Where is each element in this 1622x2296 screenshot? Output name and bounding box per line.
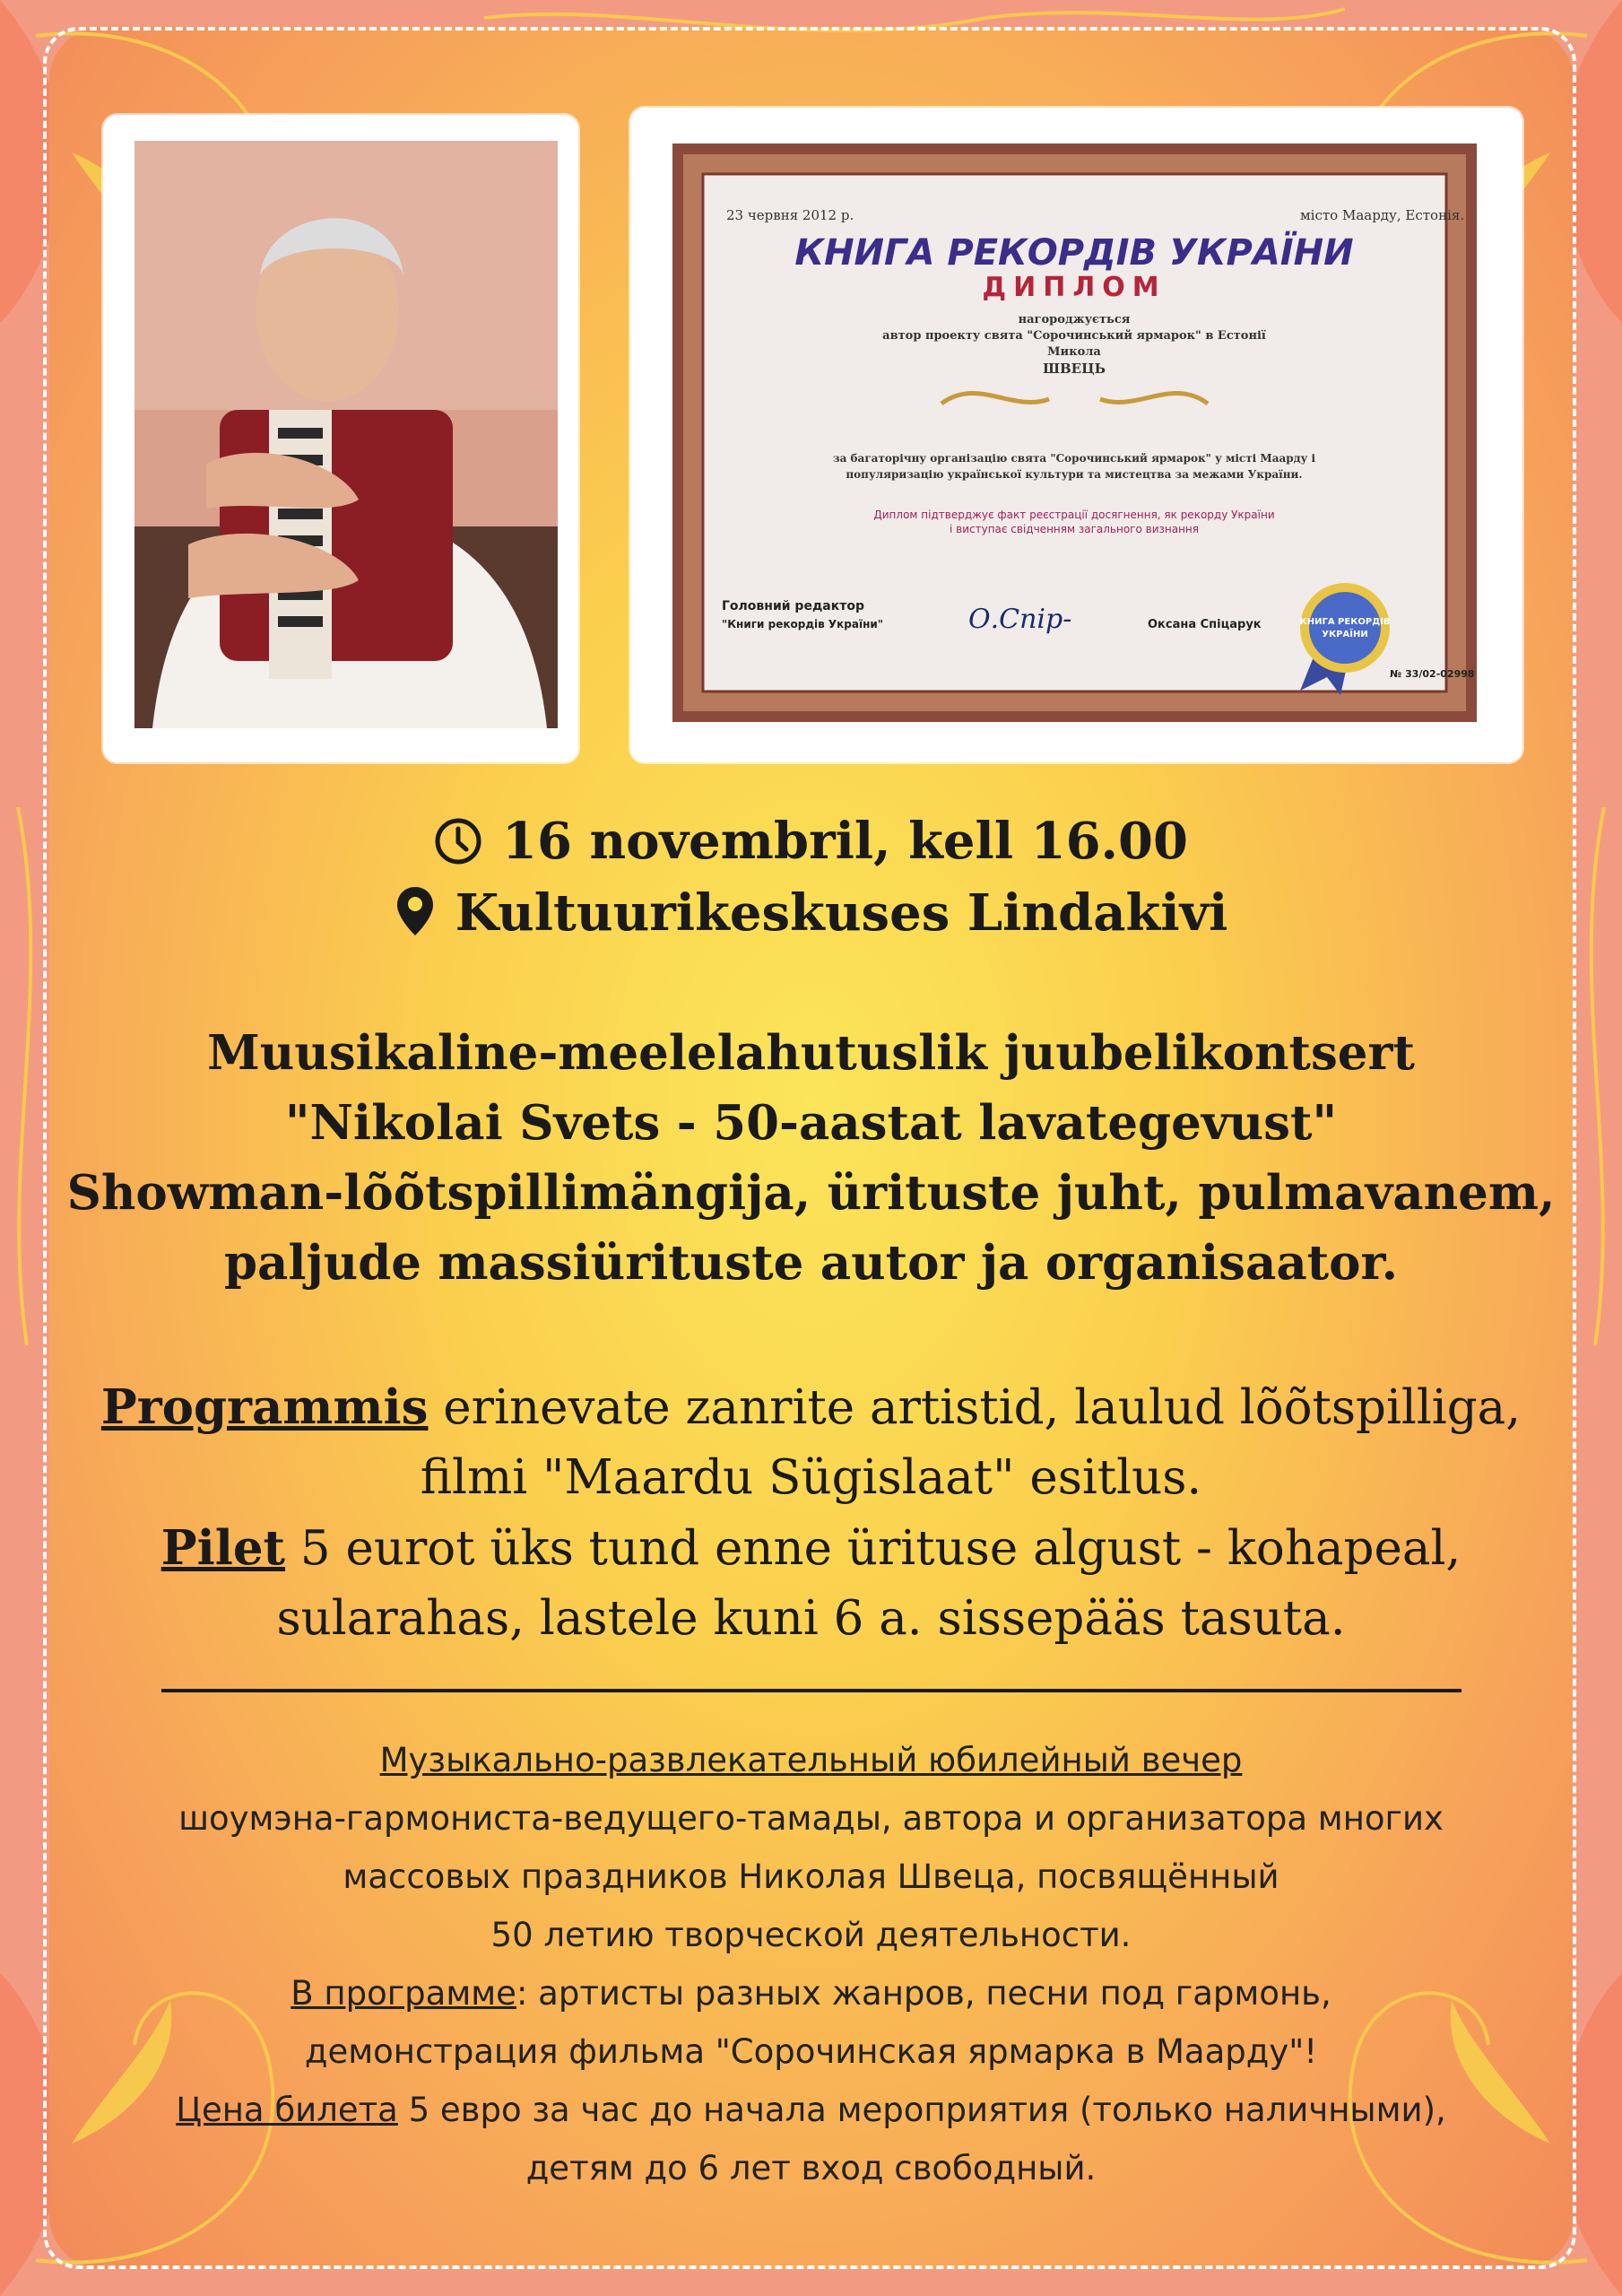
event-venue: Kultuurikeskuses Lindakivi [455, 883, 1228, 943]
diploma-confirm-1: Диплом підтверджує факт реєстрації досягнення, як рекорду України [873, 509, 1275, 521]
diploma-subtitle: ДИПЛОМ [982, 272, 1167, 303]
location-pin-icon [395, 885, 436, 937]
russian-program-text-2: демонстрация фильма "Сорочинская ярмарка в Маарду"! [304, 2032, 1318, 2071]
event-datetime: 16 novembril, kell 16.00 [502, 812, 1188, 871]
russian-program-text: : артисты разных жанров, песни под гармонь, [516, 1974, 1331, 2013]
diploma-editor-2: "Книги рекордів України" [722, 618, 884, 631]
estonian-title-line: Showman-lõõtspillimängija, ürituste juht, pulmavanem, [66, 1165, 1556, 1221]
program-label: Programmis [100, 1379, 429, 1435]
clock-icon [434, 817, 482, 865]
diploma-title: КНИГА РЕКОРДІВ УКРАЇНИ [794, 232, 1354, 274]
diploma-author-line: автор проекту свята "Сорочинський ярмарок" в Естонії [882, 329, 1266, 343]
estonian-ticket-line [36, 1513, 1586, 1584]
russian-line-3: 50 летию творческой деятельности. [490, 1916, 1132, 1954]
ticket-text-2: sularahas, lastele kuni 6 a. sissepääs tasuta. [276, 1591, 1346, 1646]
diploma-editor-name: Оксана Спіцарук [1148, 618, 1262, 631]
diploma-signature: О.Спір- [968, 604, 1072, 635]
svg-text:УКРАЇНИ: УКРАЇНИ [1322, 630, 1368, 639]
divider [161, 1689, 1462, 1692]
russian-ticket-label: Цена билета [176, 2091, 398, 2129]
diploma-reason-1: за багаторічну організацію свята "Сорочинський ярмарок" у місті Маарду і [832, 452, 1316, 465]
estonian-title-line: paljude massiürituste autor ja organisaator. [223, 1235, 1399, 1291]
russian-program-label: В программе [291, 1974, 516, 2013]
russian-block [36, 1731, 1586, 2197]
diploma-city: місто Маарду, Естонія. [1300, 207, 1465, 223]
estonian-program-line [36, 1372, 1586, 1443]
ticket-label: Pilet [160, 1520, 286, 1576]
ticket-text-1: 5 eurot üks tund enne ürituse algust - kohapeal, [285, 1521, 1462, 1576]
diploma-confirm-2: і виступає свідченням загального визнання [949, 523, 1200, 535]
diploma-awarded: нагороджується [1018, 313, 1131, 326]
russian-ticket-text: 5 евро за час до начала мероприятия (только наличными), [397, 2091, 1446, 2129]
accordion-player-photo [134, 141, 558, 728]
estonian-program-block [36, 1372, 1586, 1654]
diploma-first-name: Микола [1047, 345, 1101, 359]
diploma-editor-1: Головний редактор [722, 599, 864, 613]
diploma-last-name: ШВЕЦЬ [1042, 361, 1106, 377]
event-venue-row [0, 883, 1622, 943]
program-text-1: erinevate zanrite artistid, laulud lõõtspilliga, [428, 1380, 1522, 1435]
russian-ticket-text-2: детям до 6 лет вход свободный. [525, 2149, 1097, 2187]
program-text-2: filmi "Maardu Sügislaat" esitlus. [420, 1450, 1202, 1505]
estonian-title-line: "Nikolai Svets - 50-aastat lavategevust" [284, 1095, 1338, 1151]
russian-line-1: шоумэна-гармониста-ведущего-тамады, автора и организатора многих [178, 1799, 1444, 1838]
svg-text:КНИГА РЕКОРДІВ: КНИГА РЕКОРДІВ [1299, 617, 1391, 627]
russian-line-2: массовых праздников Николая Швеца, посвящённый [343, 1857, 1279, 1896]
estonian-title-line: Muusikaline-meelelahutuslik juubelikontsert [207, 1025, 1415, 1081]
russian-heading: Музыкально-развлекательный юбилейный вечер [379, 1741, 1243, 1779]
russian-ticket-line [36, 2081, 1586, 2139]
diploma-reason-2: популяризацію української культури та мистецтва за межами України. [846, 468, 1303, 481]
diploma-number: № 33/02-02998 [1390, 668, 1475, 680]
diploma-image [672, 144, 1477, 722]
diploma-date: 23 червня 2012 р. [726, 207, 854, 223]
estonian-title-block [36, 1018, 1586, 1298]
event-datetime-row [0, 812, 1622, 871]
russian-program-line [36, 1964, 1586, 2022]
